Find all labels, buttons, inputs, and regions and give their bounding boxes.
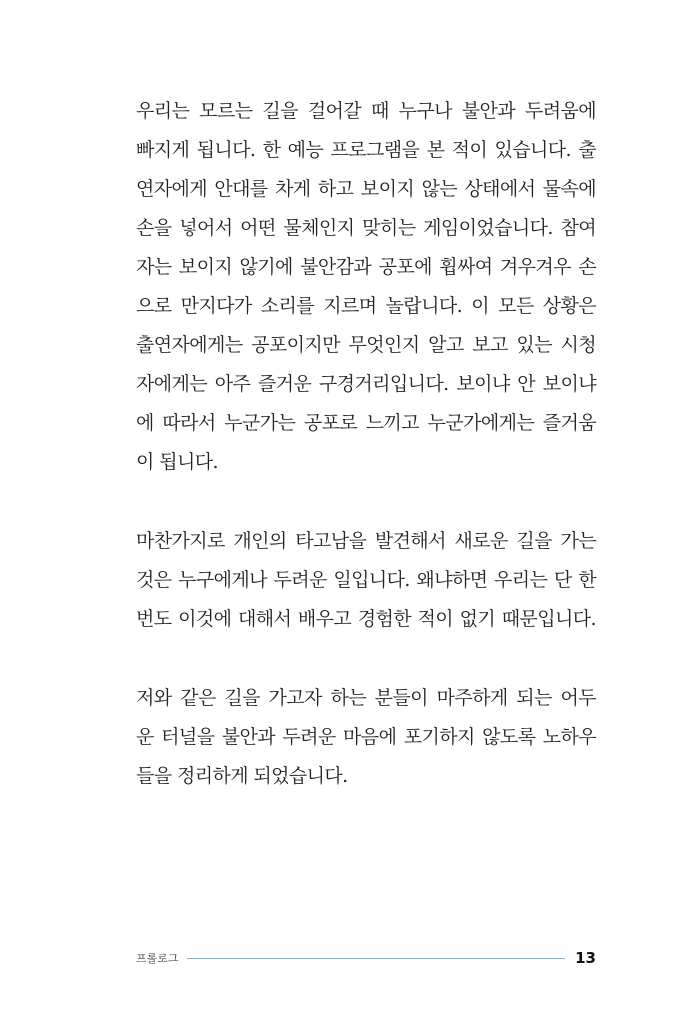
text-line: 들을 정리하게 되었습니다. bbox=[136, 765, 348, 787]
section-label: 프롤로그 bbox=[136, 952, 179, 965]
page-number: 13 bbox=[575, 949, 596, 967]
text-line: 손을 넣어서 어떤 물체인지 맞히는 게임이었습니다. 참여 bbox=[136, 217, 596, 239]
paragraph-spacer bbox=[136, 482, 596, 522]
text-line: 연자에게 안대를 차게 하고 보이지 않는 상태에서 물속에 bbox=[136, 178, 596, 200]
text-line: 번도 이것에 대해서 배우고 경험한 적이 없기 때문입니다. bbox=[136, 608, 596, 630]
text-line: 에 따라서 누군가는 공포로 느끼고 누군가에게는 즐거움 bbox=[136, 412, 596, 434]
text-line: 자는 보이지 않기에 불안감과 공포에 휩싸여 겨우겨우 손 bbox=[136, 256, 596, 278]
paragraph-3 bbox=[136, 679, 596, 796]
prologue-body-text bbox=[136, 92, 596, 796]
paragraph-spacer bbox=[136, 639, 596, 679]
text-line: 이 됩니다. bbox=[136, 451, 218, 473]
paragraph-1 bbox=[136, 92, 596, 482]
text-line: 마찬가지로 개인의 타고남을 발견해서 새로운 길을 가는 bbox=[136, 530, 596, 552]
page-footer bbox=[136, 946, 596, 970]
text-line: 우리는 모르는 길을 걸어갈 때 누구나 불안과 두려움에 bbox=[136, 100, 596, 122]
text-line: 출연자에게는 공포이지만 무엇인지 알고 보고 있는 시청 bbox=[136, 334, 596, 356]
text-line: 자에게는 아주 즐거운 구경거리입니다. 보이냐 안 보이냐 bbox=[136, 373, 596, 395]
text-line: 운 터널을 불안과 두려운 마음에 포기하지 않도록 노하우 bbox=[136, 726, 596, 748]
text-line: 것은 누구에게나 두려운 일입니다. 왜냐하면 우리는 단 한 bbox=[136, 569, 596, 591]
text-line: 으로 만지다가 소리를 지르며 놀랍니다. 이 모든 상황은 bbox=[136, 295, 596, 317]
text-line: 빠지게 됩니다. 한 예능 프로그램을 본 적이 있습니다. 출 bbox=[136, 139, 596, 161]
paragraph-2 bbox=[136, 522, 596, 639]
footer-divider-line bbox=[187, 958, 566, 959]
text-line: 저와 같은 길을 가고자 하는 분들이 마주하게 되는 어두 bbox=[136, 687, 596, 709]
